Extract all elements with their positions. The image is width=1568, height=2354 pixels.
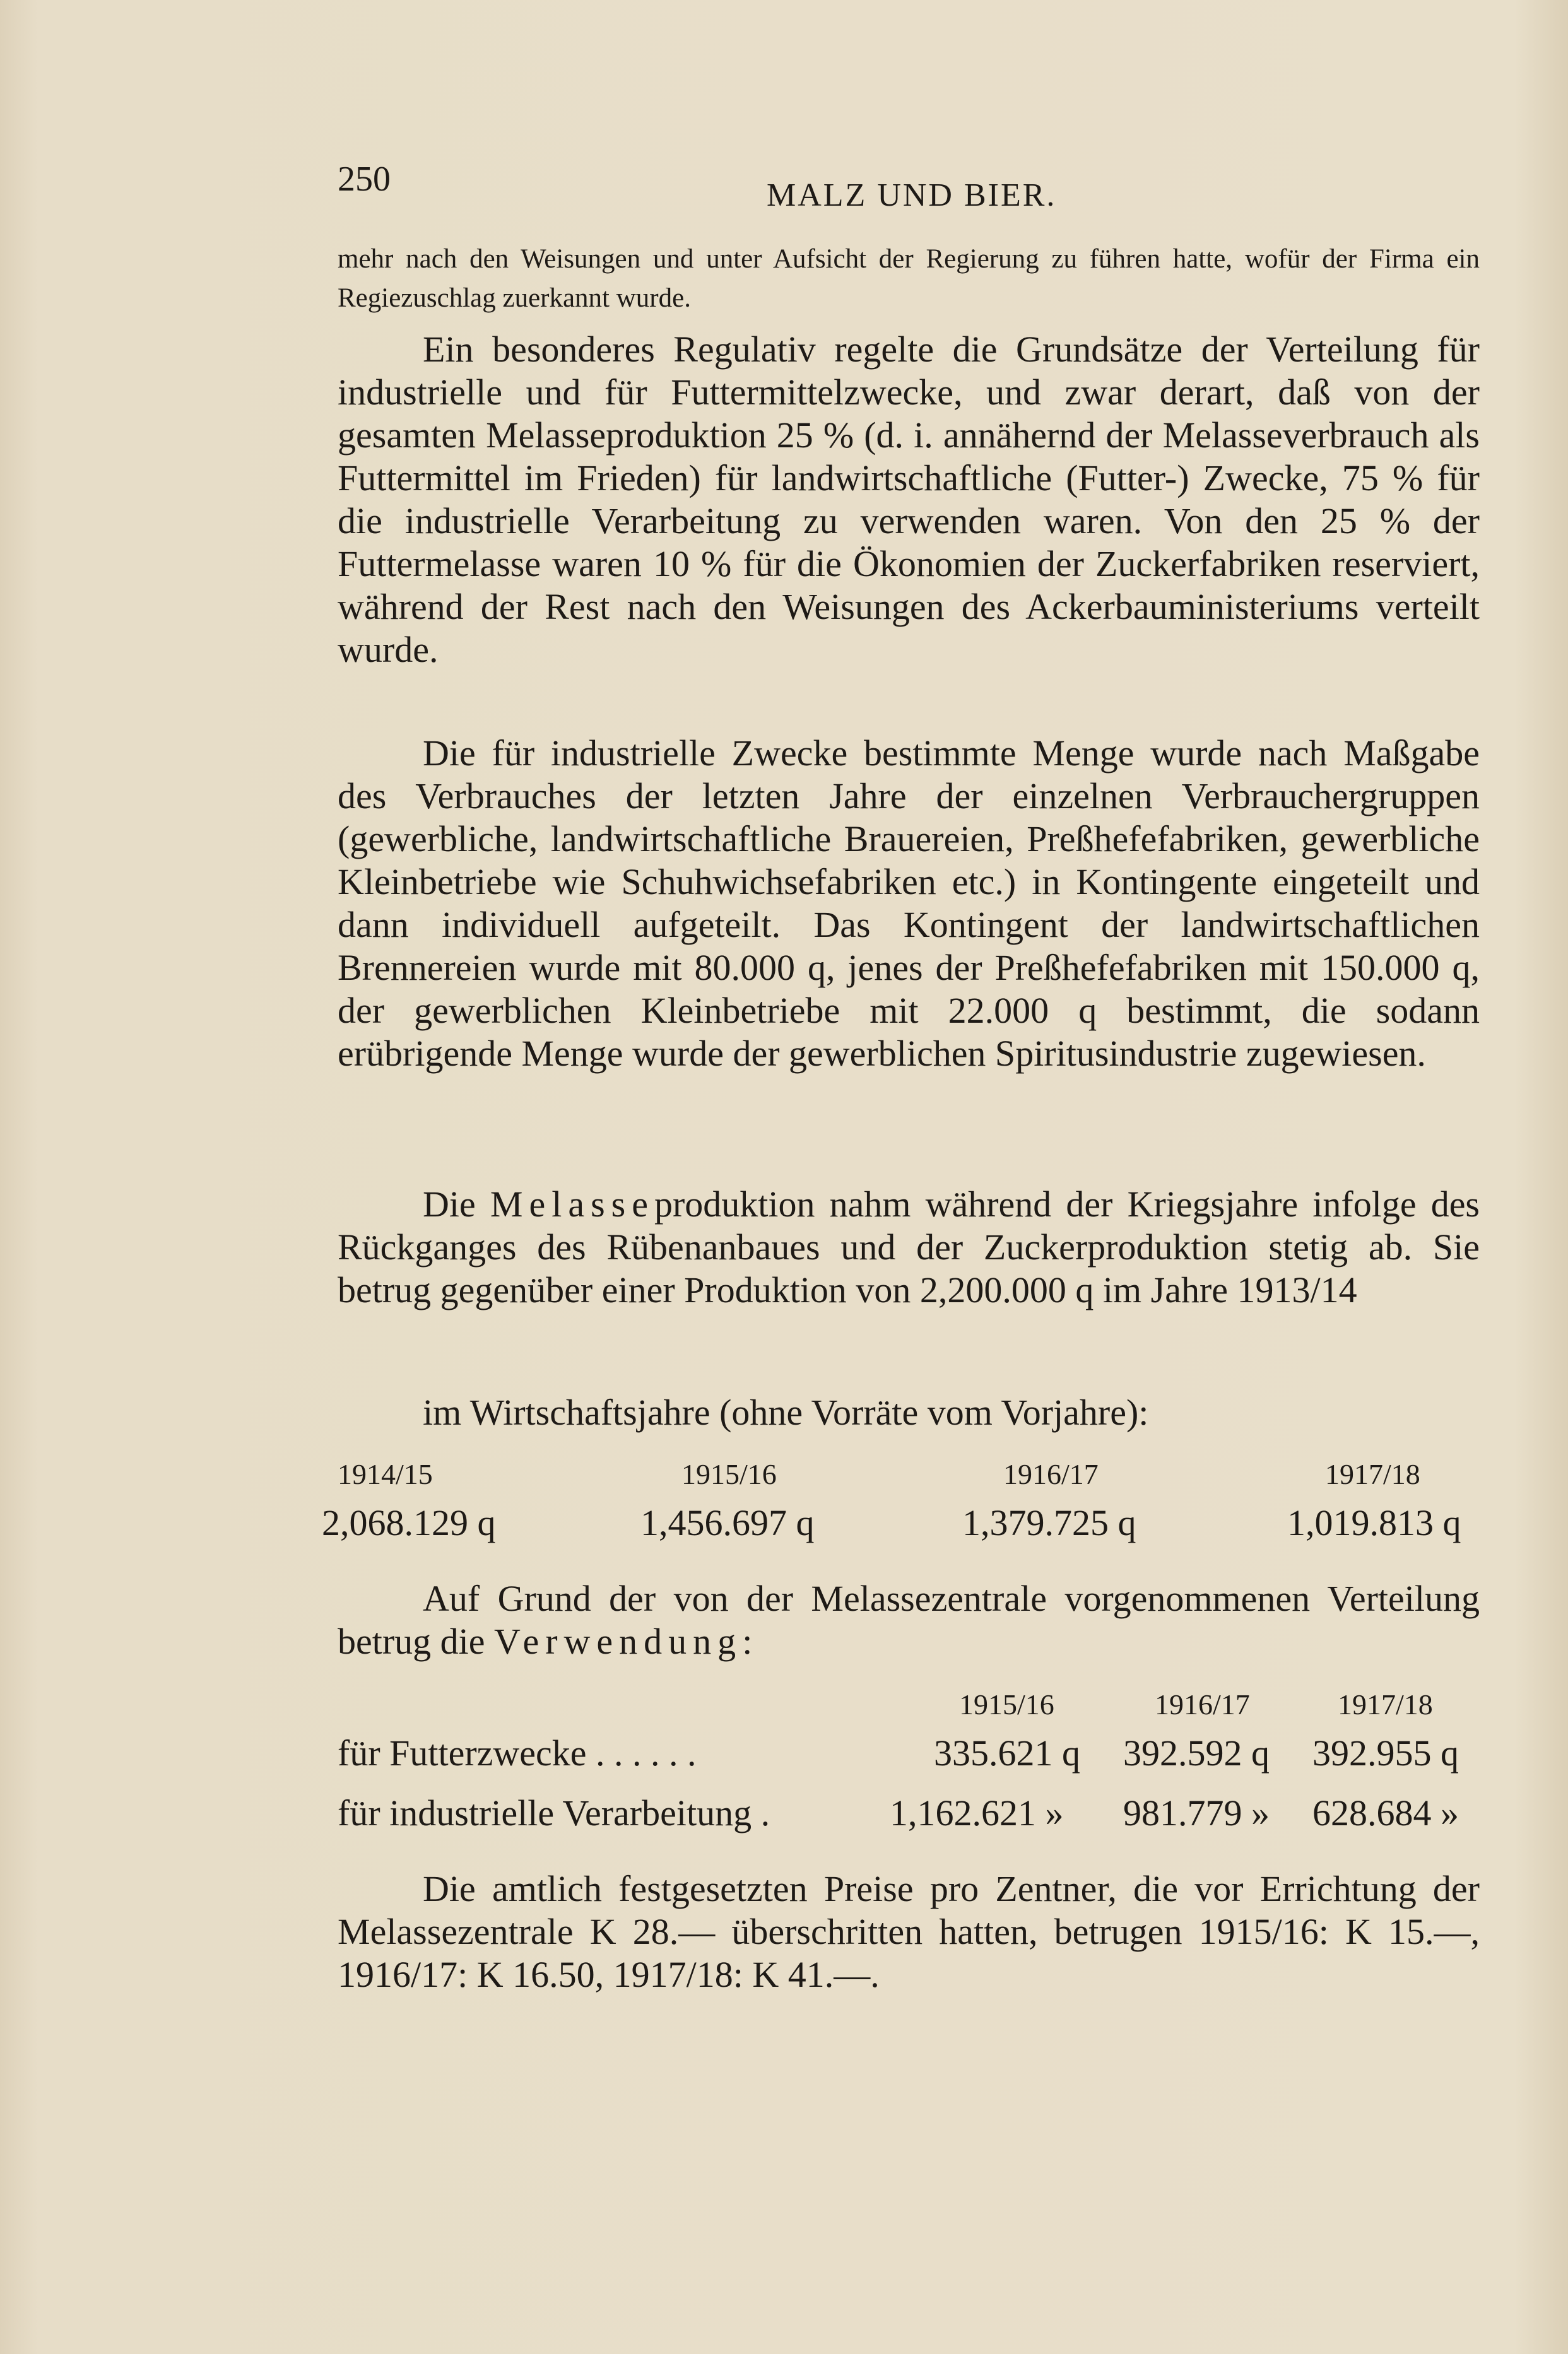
usage-value: 628.684 » [1312,1792,1459,1833]
production-year: 1917/18 [1325,1458,1420,1490]
usage-value: 335.621 q [934,1733,1080,1774]
production-value: 1,019.813 q [1287,1502,1461,1543]
usage-row-futterzwecke [338,1732,1480,1779]
paragraph3-lead: Die [423,1184,476,1225]
usage-year: 1917/18 [1338,1688,1433,1721]
production-value: 1,456.697 q [640,1502,815,1543]
usage-value: 392.955 q [1312,1733,1459,1774]
production-value-row [322,1502,1480,1549]
production-year: 1914/15 [338,1458,433,1490]
emphasis-melasse: Melasse [490,1184,654,1225]
production-year: 1916/17 [1003,1458,1099,1490]
usage-year: 1916/17 [1155,1688,1250,1721]
emphasis-verwendung: Verwendung [494,1621,743,1662]
paragraph-preise: Die amtlich festgesetzten Preise pro Zentner, die vor Errichtung der Melassezentrale K 28.— überschritten hatten, betrugen 1915/16: K 15.—, 1916/17: K 16.50, 1917/18: K 41.—. [338,1868,1480,1995]
usage-value: 981.779 » [1123,1792,1270,1833]
running-title: MALZ UND BIER. [767,177,1057,213]
paragraph-regulativ: Ein besonderes Regulativ regelte die Grundsätze der Verteilung für industrielle und für Futtermittelzwecke, und zwar derart, daß von der gesamten Melasseproduktion 25 % (d. i. annähernd der Melasseverbrauch als Futtermittel im Frieden) für landwirtschaftliche (Futter-) Zwecke, 75 % für die industrielle Verarbeitung zu verwenden waren. Von den 25 % der Futtermelasse waren 10 % für die Ökonomien der Zuckerfabriken reserviert, während der Rest nach den Weisungen des Ackerbauministeriums verteilt wurde. [338,329,1480,670]
usage-year-row [338,1688,1480,1726]
page-number: 250 [338,160,391,199]
footnote-continuation: mehr nach den Weisungen und unter Aufsicht der Regierung zu führen hatte, wofür der Firma ein Regiezuschlag zuerkannt wurde. [338,244,1480,313]
production-value: 1,379.725 q [962,1502,1136,1543]
paragraph5-text: Auf Grund der von der Melassezentrale vorgenommenen Verteilung betrug die [338,1578,1480,1662]
production-year: 1915/16 [681,1458,777,1490]
paragraph-melasse-production [338,1183,1480,1312]
paragraph-verwendung [338,1577,1480,1663]
usage-row-industrielle [338,1792,1480,1839]
paragraph-industrial-quota: Die für industrielle Zwecke bestimmte Menge wurde nach Maßgabe des Verbrauches der letzten Jahre der einzelnen Verbrauchergruppen (gewerbliche, landwirtschaftliche Brauereien, Preßhefefabriken, gewerbliche Kleinbetriebe wie Schuhwichsefabriken etc.) in Kontingente eingeteilt und dann individuell aufgeteilt. Das Kontingent der landwirtschaftlichen Brennereien wurde mit 80.000 q, jenes der Preßhefefabriken mit 150.000 q, der gewerblichen Kleinbetriebe mit 22.000 q bestimmt, die sodann erübrigende Menge wurde der gewerblichen Spiritusindustrie zugewiesen. [338,733,1480,1074]
usage-row-label: für Futterzwecke . . . . . . [338,1733,697,1774]
production-value: 2,068.129 q [322,1502,496,1543]
production-intro: im Wirtschaftsjahre (ohne Vorräte vom Vorjahre): [423,1392,1149,1433]
usage-value: 1,162.621 » [890,1792,1064,1833]
paragraph3-rest: produktion nahm während der Kriegsjahre infolge des Rückganges des Rübenanbaues und der Zuckerproduktion stetig ab. Sie betrug gegenüber einer Produktion von 2,200.000 q im Jahre 1913/14 [338,1184,1480,1310]
page-header [338,159,1480,216]
usage-value: 392.592 q [1123,1733,1270,1774]
usage-year: 1915/16 [959,1688,1054,1721]
production-year-row [338,1457,1480,1495]
paragraph5-end: : [742,1621,753,1662]
usage-row-label: für industrielle Verarbeitung . [338,1792,770,1833]
